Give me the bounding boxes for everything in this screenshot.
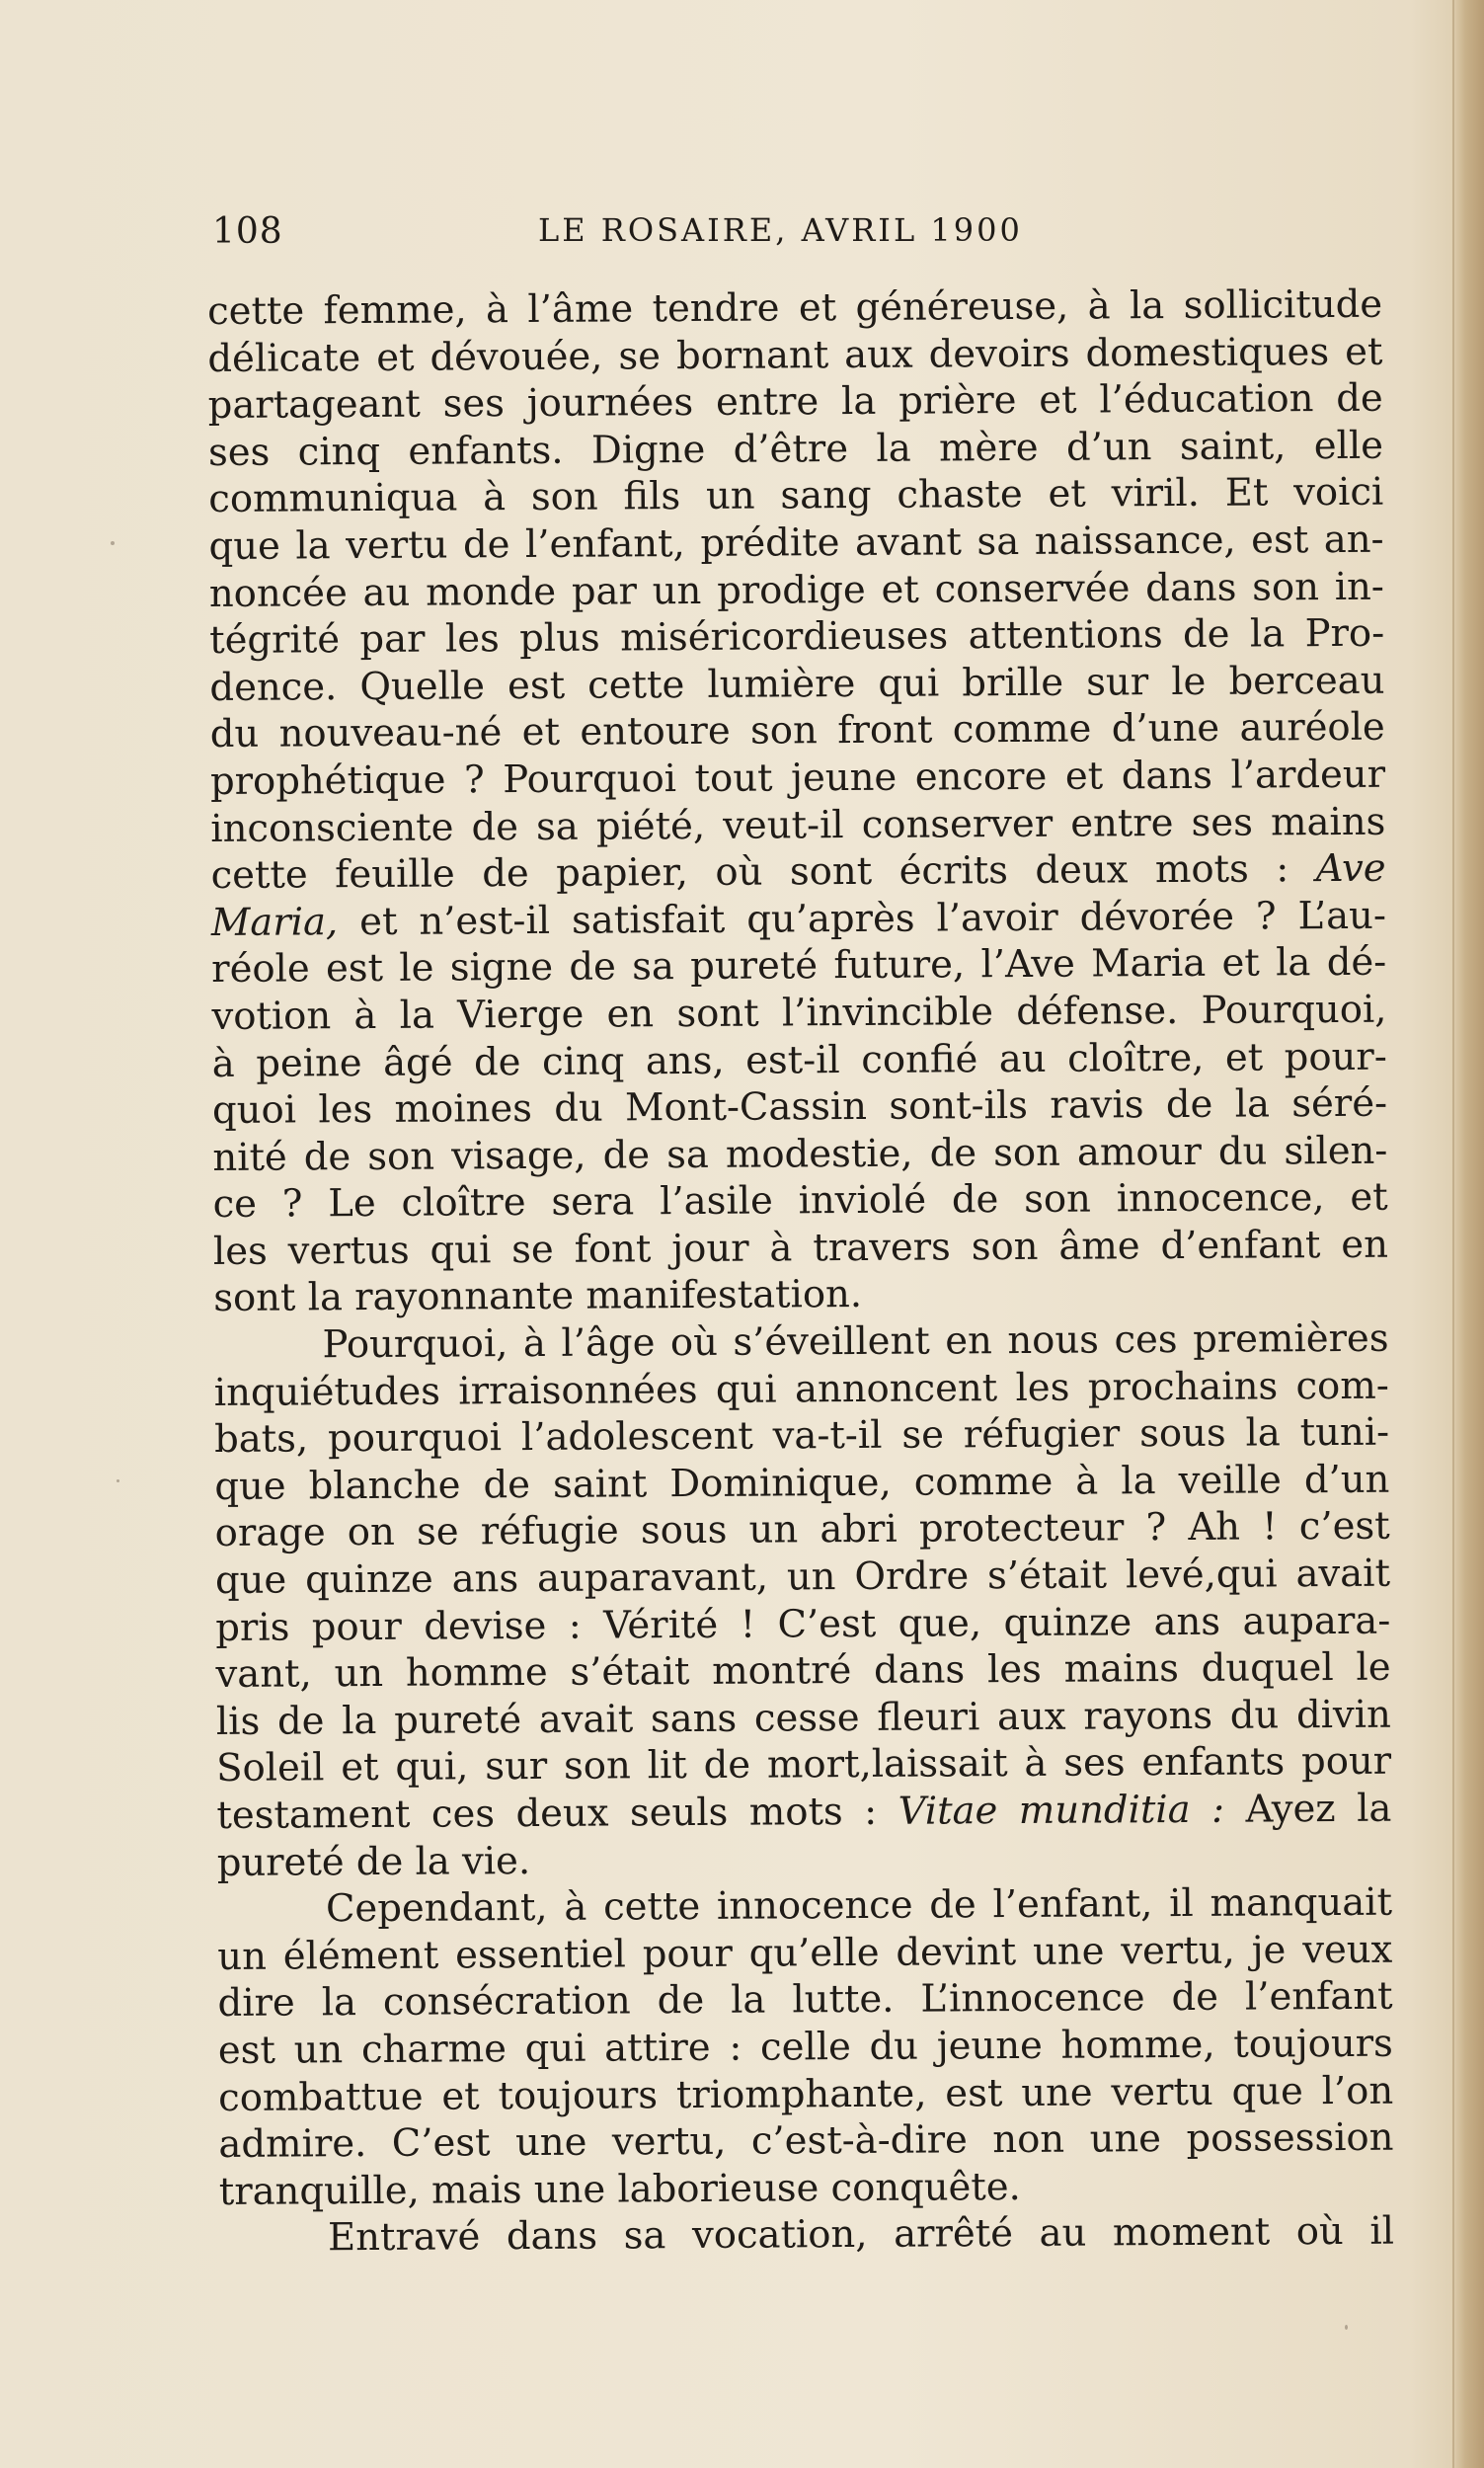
text-line-vitae xyxy=(216,1786,1391,1840)
text-line: sont la rayonnante manifestation. xyxy=(213,1272,863,1321)
paper-speck xyxy=(1345,2325,1348,2330)
text-line: tégrité par les plus miséricordieuses attentions de la Pro- xyxy=(209,610,1385,664)
spine-shadow-line xyxy=(1452,0,1454,2468)
text-line: lis de la pureté avait sans cesse fleuri aux rayons du divin xyxy=(215,1692,1391,1744)
text-segment: et n’est-il satisfait qu’après l’avoir dévorée ? L’au- xyxy=(359,893,1387,944)
paper-speck xyxy=(111,541,115,545)
italic-maria: Maria, xyxy=(210,899,339,945)
text-line: partageant ses journées entre la prière et l’éducation de xyxy=(207,375,1383,429)
italic-ave: Ave xyxy=(1315,845,1386,892)
text-line: ce ? Le cloître sera l’asile inviolé de son innocence, et xyxy=(212,1174,1388,1228)
text-line: combattue et toujours triomphante, est une vertu que l’on xyxy=(218,2068,1394,2120)
text-line: bats, pourquoi l’adolescent va-t-il se réfugier sous la tuni- xyxy=(213,1409,1390,1463)
text-line: à peine âgé de cinq ans, est-il confié au cloître, et pour- xyxy=(211,1034,1387,1086)
text-line: ses cinq enfants. Digne d’être la mère d’un saint, elle xyxy=(207,423,1384,475)
text-line: nité de son visage, de sa modestie, de son amour du silen- xyxy=(212,1128,1388,1180)
text-line: les vertus qui se font jour à travers son âme d’enfant en xyxy=(212,1222,1389,1274)
text-line: délicate et dévouée, se bornant aux devoirs domestiques et xyxy=(207,329,1383,381)
text-line: est un charme qui attire : celle du jeune homme, toujours xyxy=(217,2021,1394,2073)
text-line: un élément essentiel pour qu’elle devint une vertu, je veux xyxy=(217,1927,1393,1979)
text-segment: Ayez la xyxy=(1245,1786,1392,1832)
text-line: cette femme, à l’âme tendre et généreuse, à la sollicitude xyxy=(207,281,1383,334)
book-spine-edge xyxy=(1450,0,1484,2468)
text-line: inquiétudes irraisonnées qui annoncent les prochains com- xyxy=(213,1363,1389,1415)
text-line: votion à la Vierge en sont l’invincible défense. Pourquoi, xyxy=(211,987,1387,1039)
text-line: que la vertu de l’enfant, prédite avant sa naissance, est an- xyxy=(208,517,1384,569)
paper-speck xyxy=(117,1479,119,1482)
text-line: inconsciente de sa piété, veut-il conserver entre ses mains xyxy=(210,799,1386,851)
text-line: noncée au monde par un prodige et conservée dans son in- xyxy=(208,564,1385,616)
text-line: communiqua à son fils un sang chaste et viril. Et voici xyxy=(208,470,1384,522)
text-line: quoi les moines du Mont-Cassin sont-ils ravis de la séré- xyxy=(211,1080,1388,1134)
page-number: 108 xyxy=(212,211,283,252)
paragraph-start: Entravé dans sa vocation, arrêté au moment où il xyxy=(327,2209,1395,2261)
text-line: tranquille, mais une laborieuse conquête. xyxy=(218,2164,1021,2214)
text-line-ave xyxy=(210,845,1385,900)
text-line: prophétique ? Pourquoi tout jeune encore et dans l’ardeur xyxy=(209,752,1386,804)
text-segment: cette feuille de papier, où sont écrits deux mots : xyxy=(210,846,1289,899)
text-line: Soleil et qui, sur son lit de mort,laissait à ses enfants pour xyxy=(216,1739,1392,1791)
text-segment: testament ces deux seuls mots : xyxy=(216,1789,878,1838)
text-line: que quinze ans auparavant, un Ordre s’était levé,qui avait xyxy=(214,1551,1391,1604)
text-line: pureté de la vie. xyxy=(216,1838,531,1885)
text-line-maria xyxy=(211,892,1386,946)
text-line: orage on se réfugie sous un abri protecteur ? Ah ! c’est xyxy=(214,1504,1390,1556)
paragraph-start: Pourquoi, à l’âge où s’éveillent en nous ces premières xyxy=(322,1315,1389,1368)
body-text xyxy=(207,281,1394,2263)
text-line: vant, un homme s’était montré dans les mains duquel le xyxy=(215,1644,1391,1698)
text-line: dence. Quelle est cette lumière qui brille sur le berceau xyxy=(209,658,1385,710)
italic-vitae-munditia: Vitae munditia : xyxy=(898,1787,1225,1834)
text-line: réole est le signe de sa pureté future, l’Ave Maria et la dé- xyxy=(211,940,1387,993)
page-header xyxy=(212,211,1298,261)
paragraph-start: Cependant, à cette innocence de l’enfant, il manquait xyxy=(325,1879,1393,1932)
text-line: que blanche de saint Dominique, comme à la veille d’un xyxy=(214,1457,1390,1509)
running-title: LE ROSAIRE, AVRIL 1900 xyxy=(538,211,1023,249)
text-line: dire la consécration de la lutte. L’innocence de l’enfant xyxy=(217,1974,1393,2027)
text-line: du nouveau-né et entoure son front comme d’une auréole xyxy=(209,705,1385,757)
text-line: pris pour devise : Vérité ! C’est que, quinze ans aupara- xyxy=(215,1598,1391,1650)
text-line: admire. C’est une vertu, c’est-à-dire non une possession xyxy=(218,2114,1394,2168)
